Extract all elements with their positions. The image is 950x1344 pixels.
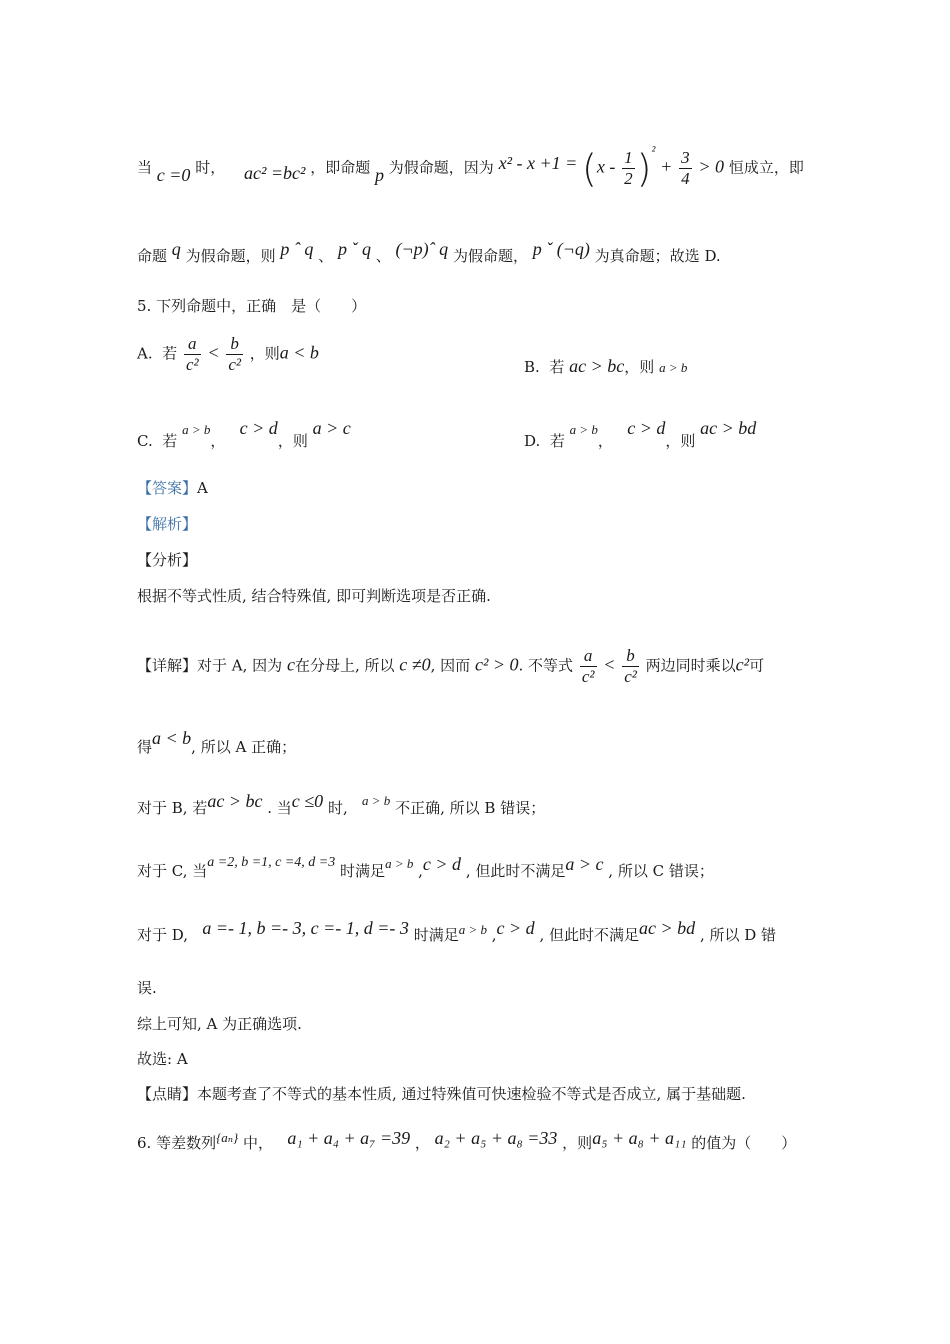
option-c: C. 若 a > b， c > d，则 a > c bbox=[137, 418, 351, 450]
text-line-1: 当 c =0 时， ac² =bc² ，即命题 p 为假命题，因为 x² - x +1 = (x - $\frac{1}{2}$ )² + $\frac{3}{4}$ > 0 恒成立，即 bbox=[137, 142, 804, 191]
fraction-a-over-c2: $\frac{a}{\text{c²}}$ bbox=[185, 334, 199, 374]
fraction-three-quarters: $\frac{3}{4}$ bbox=[681, 148, 690, 188]
math-not-p-and-q: (¬p)ˆ q bbox=[395, 239, 449, 259]
dianjing-line: 【点睛】本题考查了不等式的基本性质, 通过特殊值可快速检验不等式是否成立, 属于基础题. bbox=[137, 1085, 746, 1103]
math-c-eq-0: c =0 bbox=[156, 164, 191, 185]
option-d: D. 若 a > b， c > d，则 ac > bd bbox=[524, 418, 757, 450]
answer-line: 【答案】A bbox=[137, 479, 208, 497]
summary-line: 综上可知, A 为正确选项. bbox=[137, 1015, 302, 1033]
math-p: p bbox=[375, 164, 385, 185]
analysis-tag: 【解析】 bbox=[137, 515, 198, 533]
fraction-b-over-c2: $\frac{b}{\text{c²}}$ bbox=[228, 334, 241, 374]
for-c-line: 对于 C, 当a =2, b =1, c =4, d =3 时满足a > b ,c > d , 但此时不满足a > c , 所以 C 错误； bbox=[137, 854, 714, 880]
for-b-line: 对于 B, 若ac > bc . 当c ≤0 时, a > b 不正确, 所以 B 错误； bbox=[137, 791, 546, 817]
question-6: 6. 等差数列{aₙ} 中， a₁ + a₄ + a₇ =39 ， a₂ + a₅ + a₈ =33 ，则a₅ + a₈ + a₁₁ 的值为（ ） bbox=[137, 1128, 797, 1152]
fenxi-text: 根据不等式性质, 结合特殊值, 即可判断选项是否正确. bbox=[137, 587, 491, 605]
math-p-or-q: p ˇ q bbox=[337, 239, 371, 259]
text-line-2: 命题 q 为假命题，则 p ˆ q 、 p ˇ q 、 (¬p)ˆ q 为假命题， p ˇ (¬q) 为真命题；故选 D. bbox=[137, 239, 721, 265]
for-d-line-cont: 误. bbox=[137, 979, 157, 997]
math-p-and-q: p ˆ q bbox=[280, 239, 314, 259]
option-a: A. 若 $\frac{a}{\text{c²}}$ < $\frac{b}{\text{c²}}$ ，则a < b bbox=[137, 334, 319, 374]
question-5-title: 5. 下列命题中，正确 是（ ） bbox=[137, 297, 367, 315]
choose-line: 故选: A bbox=[137, 1050, 188, 1068]
detail-line-2: 得a < b, 所以 A 正确； bbox=[137, 728, 297, 756]
for-d-line: 对于 D, a =- 1, b =- 3, c =- 1, d =- 3 时满足a > b ,c > d , 但此时不满足ac > bd , 所以 D 错 bbox=[137, 918, 777, 944]
detail-line-1: 【详解】对于 A, 因为 c在分母上, 所以 c ≠0, 因而 c² > 0. 不等式 $\frac{a}{\text{c²}}$ < $\frac{b}{\text{c²}}$ 两边同时乘以c²可 bbox=[137, 646, 765, 686]
fraction-one-half: $\frac{1}{2}$ bbox=[624, 148, 633, 188]
option-b: B. 若 ac > bc，则 a > b bbox=[524, 356, 688, 376]
fenxi-tag: 【分析】 bbox=[137, 551, 198, 569]
math-p-or-not-q: p ˇ (¬q) bbox=[532, 239, 590, 259]
math-ac2-eq-bc2: ac² =bc² bbox=[244, 162, 306, 183]
math-quadratic: x² - x +1 = bbox=[498, 152, 578, 173]
